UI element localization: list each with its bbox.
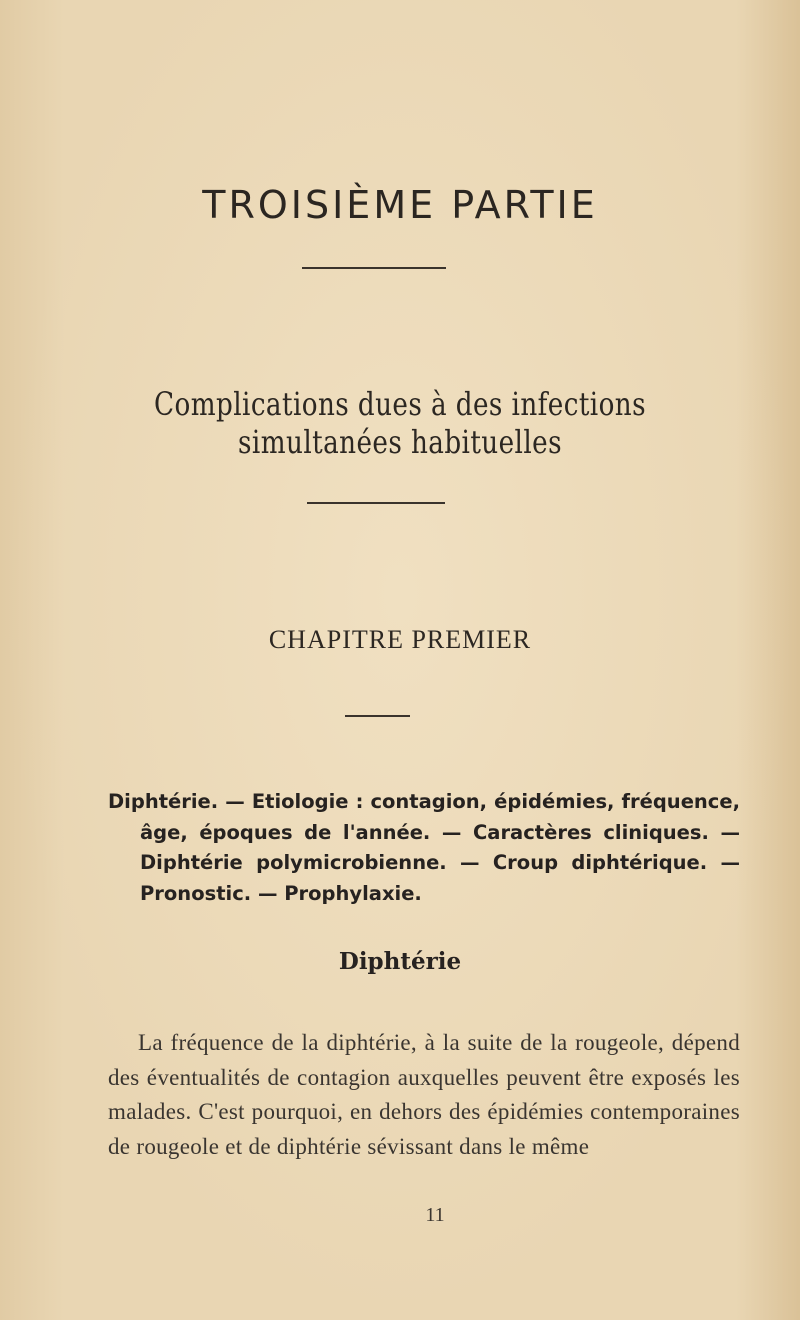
body-paragraph: La fréquence de la diphtérie, à la suite de la rougeole, dépend des éventualités de contagion auxquelles peuvent être exposés les malades. C'est pourquoi, en dehors des épidémies contemporaines de rougeole et de diphtérie sévissant dans le même <box>108 1030 740 1159</box>
divider-rule <box>307 502 445 504</box>
subtitle: Complications dues à des infections simultanées habituelles <box>154 385 646 461</box>
page-number: 11 <box>425 1204 445 1226</box>
section-title: Diphtérie <box>338 948 462 975</box>
chapter-title: CHAPITRE PREMIER <box>268 625 532 654</box>
divider-rule <box>302 267 446 269</box>
part-title: TROISIÈME PARTIE <box>202 183 598 227</box>
divider-rule <box>345 715 410 717</box>
chapter-summary: Diphtérie. — Etiologie : contagion, épidémies, fréquence, âge, époques de l'année. — Caractères cliniques. — Diphtérie polymicrobienne. — Croup diphtérique. — Pronostic. — Prophylaxie. <box>108 790 740 905</box>
